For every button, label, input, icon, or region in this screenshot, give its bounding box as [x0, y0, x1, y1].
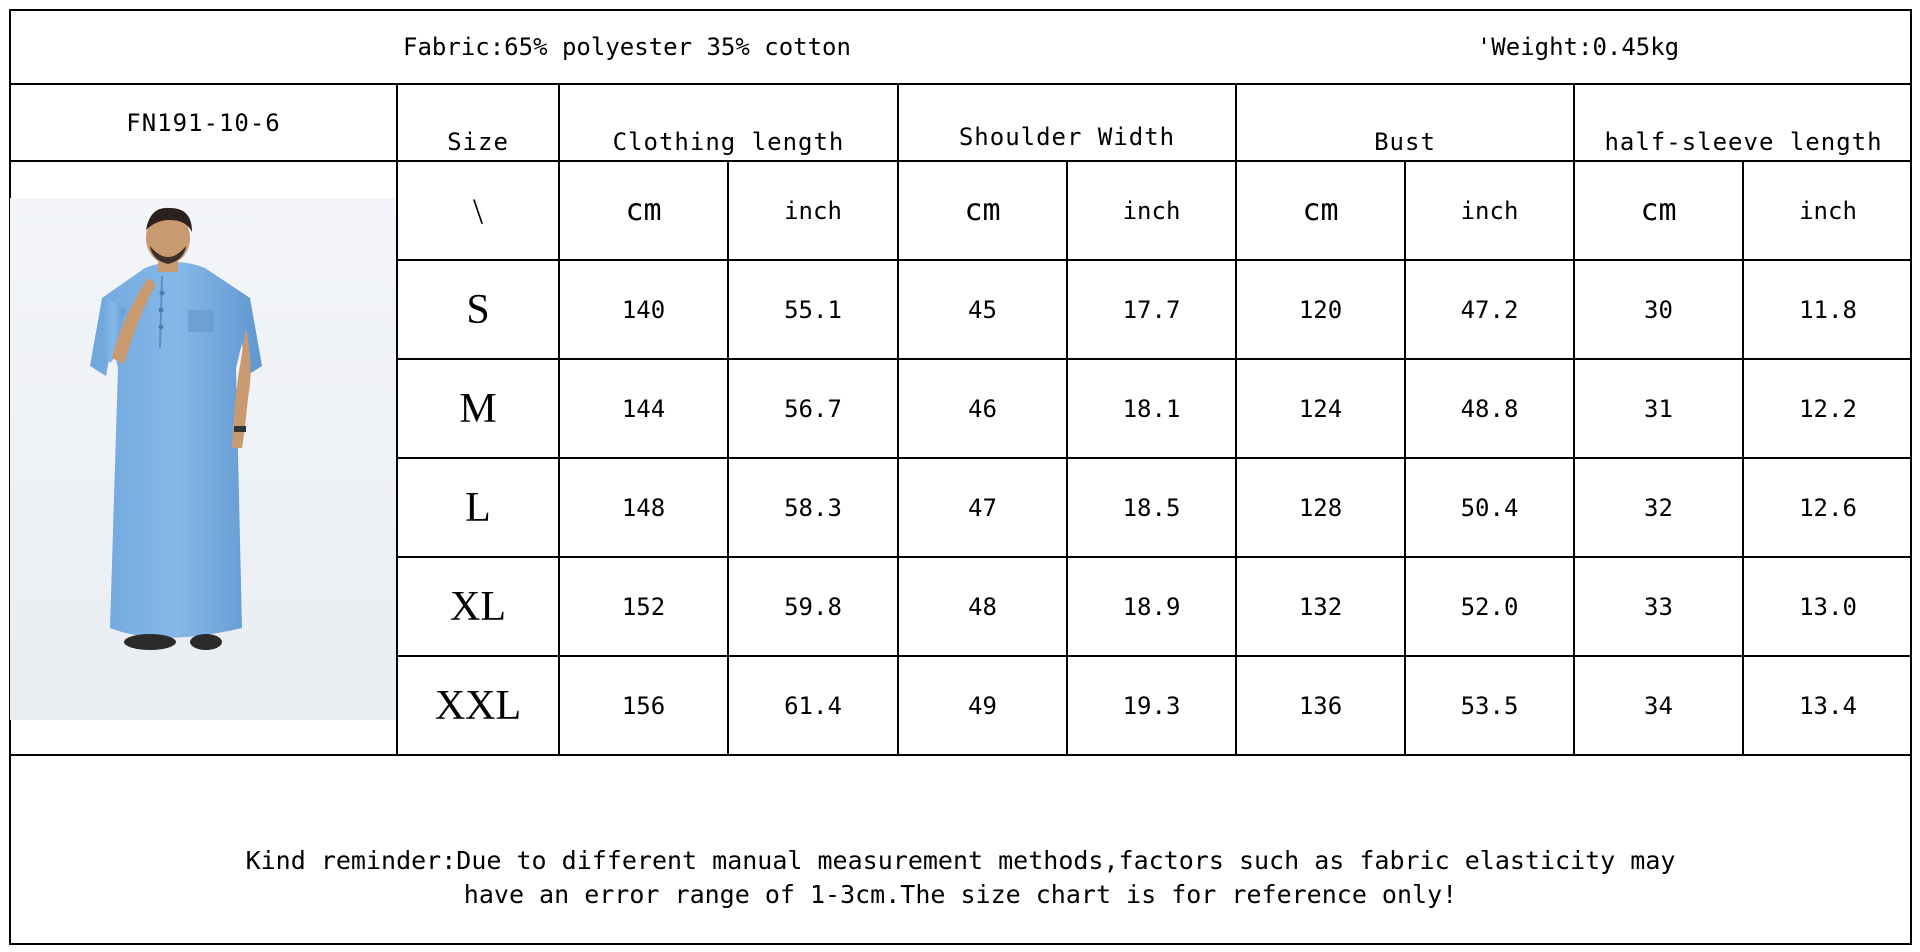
unit-cell: cm: [1302, 193, 1339, 228]
table-cell: 34: [1644, 691, 1673, 720]
table-cell: 136: [1298, 691, 1343, 720]
table-cell: 18.5: [1122, 493, 1181, 522]
border-bottom: [9, 943, 1912, 945]
table-cell: 61.4: [784, 691, 842, 720]
size-label: L: [465, 484, 491, 531]
table-cell: 59.8: [784, 592, 842, 621]
table-cell: 31: [1644, 394, 1673, 423]
table-cell: 17.7: [1122, 295, 1181, 324]
table-cell: 12.2: [1799, 394, 1857, 423]
unit-cell: inch: [1122, 196, 1181, 225]
unit-cell: inch: [1799, 196, 1857, 225]
table-cell: 152: [621, 592, 666, 621]
table-cell: 128: [1298, 493, 1343, 522]
unit-cell: cm: [1640, 193, 1677, 228]
group-header-half-sleeve-length: half-sleeve length: [1604, 128, 1883, 156]
table-cell: 132: [1298, 592, 1343, 621]
note-line-1: Kind reminder:Due to different manual measurement methods,factors such as fabric elasticity may: [245, 846, 1676, 875]
group-header-shoulder-width: Shoulder Width: [958, 123, 1176, 151]
size-label: XXL: [434, 682, 522, 729]
table-cell: 120: [1298, 295, 1343, 324]
table-cell: 18.1: [1122, 394, 1181, 423]
table-cell: 30: [1644, 295, 1673, 324]
table-cell: 55.1: [784, 295, 842, 324]
table-cell: 11.8: [1799, 295, 1857, 324]
product-photo: [10, 198, 396, 720]
size-header: Size: [447, 128, 509, 156]
size-label: XL: [450, 583, 506, 630]
unit-cell: inch: [784, 196, 842, 225]
table-cell: 19.3: [1122, 691, 1181, 720]
table-cell: 13.0: [1799, 592, 1857, 621]
kind-reminder-note: [11, 756, 1910, 943]
table-cell: 58.3: [784, 493, 842, 522]
table-cell: 33: [1644, 592, 1673, 621]
group-header-clothing-length: Clothing length: [612, 128, 845, 156]
table-cell: 12.6: [1799, 493, 1857, 522]
table-cell: 48.8: [1460, 394, 1519, 423]
table-cell: 13.4: [1799, 691, 1857, 720]
fabric-text: Fabric:65% polyester 35% cotton: [403, 33, 851, 61]
table-cell: 124: [1298, 394, 1343, 423]
table-cell: 156: [621, 691, 666, 720]
product-code: FN191-10-6: [126, 109, 281, 137]
note-line-2: have an error range of 1-3cm.The size chart is for reference only!: [463, 880, 1458, 909]
table-cell: 47: [968, 493, 997, 522]
table-cell: 144: [621, 394, 666, 423]
unit-cell: cm: [625, 193, 662, 228]
table-cell: 53.5: [1460, 691, 1519, 720]
table-cell: 56.7: [784, 394, 842, 423]
table-cell: 52.0: [1460, 592, 1519, 621]
table-cell: 18.9: [1122, 592, 1181, 621]
table-cell: 148: [621, 493, 666, 522]
weight-text: 'Weight:0.45kg: [1476, 33, 1680, 61]
table-cell: 48: [968, 592, 997, 621]
table-cell: 47.2: [1460, 295, 1519, 324]
size-label: S: [466, 286, 490, 333]
table-cell: 140: [621, 295, 666, 324]
table-cell: 32: [1644, 493, 1673, 522]
table-cell: 46: [968, 394, 997, 423]
size-label: M: [459, 385, 497, 432]
table-cell: 45: [968, 295, 997, 324]
unit-cell: cm: [964, 193, 1001, 228]
group-header-bust: Bust: [1374, 128, 1436, 156]
unit-row-marker: \: [472, 190, 483, 231]
unit-cell: inch: [1460, 196, 1519, 225]
table-cell: 49: [968, 691, 997, 720]
table-cell: 50.4: [1460, 493, 1519, 522]
